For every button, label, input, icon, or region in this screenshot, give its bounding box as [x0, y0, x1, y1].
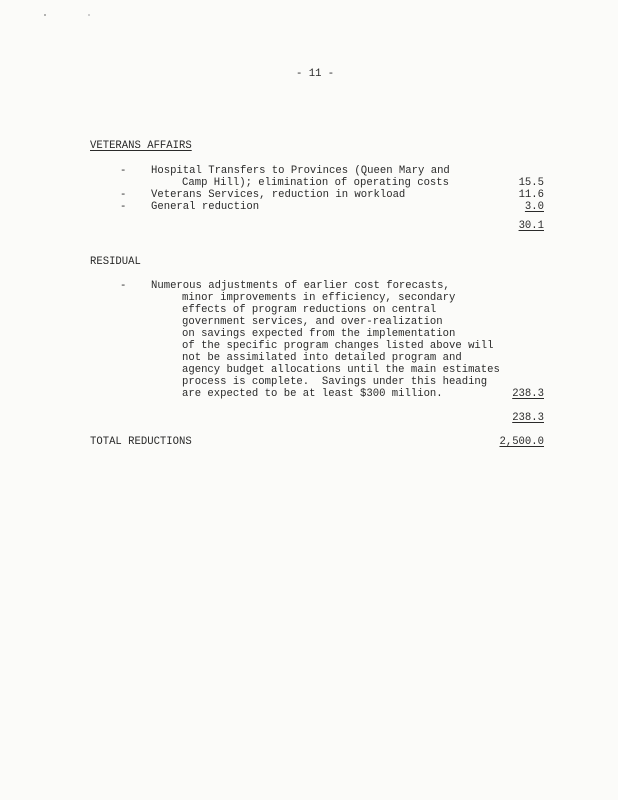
section-heading-veterans: VETERANS AFFAIRS: [90, 140, 192, 152]
residual-text-line: on savings expected from the implementation: [182, 328, 456, 340]
list-bullet: -: [120, 165, 127, 177]
residual-text-line: Numerous adjustments of earlier cost forecasts,: [151, 280, 450, 292]
amount-value: 3.0: [524, 201, 544, 213]
subtotal-value: 238.3: [512, 412, 544, 424]
total-label: TOTAL REDUCTIONS: [90, 436, 192, 448]
residual-text-line: agency budget allocations until the main estimates: [182, 364, 500, 376]
section-heading-residual: RESIDUAL: [90, 256, 141, 268]
amount-value: 238.3: [512, 388, 544, 400]
list-item-text-cont: Camp Hill); elimination of operating costs: [182, 177, 450, 189]
list-bullet: -: [120, 189, 127, 201]
amount-value: 11.6: [518, 189, 544, 201]
residual-text-line: of the specific program changes listed above will: [182, 340, 494, 352]
residual-text-line: are expected to be at least $300 million.: [182, 388, 443, 400]
scan-speck: [44, 14, 46, 16]
list-item-text: Hospital Transfers to Provinces (Queen Mary and: [151, 165, 450, 177]
list-bullet: -: [120, 201, 127, 213]
scan-speck: [88, 14, 90, 16]
residual-text-line: government services, and over-realization: [182, 316, 443, 328]
amount-value: 15.5: [518, 177, 544, 189]
list-bullet: -: [120, 280, 127, 292]
residual-text-line: process is complete. Savings under this heading: [182, 376, 488, 388]
list-item-text: General reduction: [151, 201, 260, 213]
residual-text-line: effects of program reductions on central: [182, 304, 437, 316]
residual-text-line: not be assimilated into detailed program and: [182, 352, 462, 364]
list-item-text: Veterans Services, reduction in workload: [151, 189, 406, 201]
page-number: - 11 -: [296, 68, 335, 80]
total-value: 2,500.0: [499, 436, 544, 448]
subtotal-value: 30.1: [518, 220, 544, 232]
residual-text-line: minor improvements in efficiency, secondary: [182, 292, 456, 304]
